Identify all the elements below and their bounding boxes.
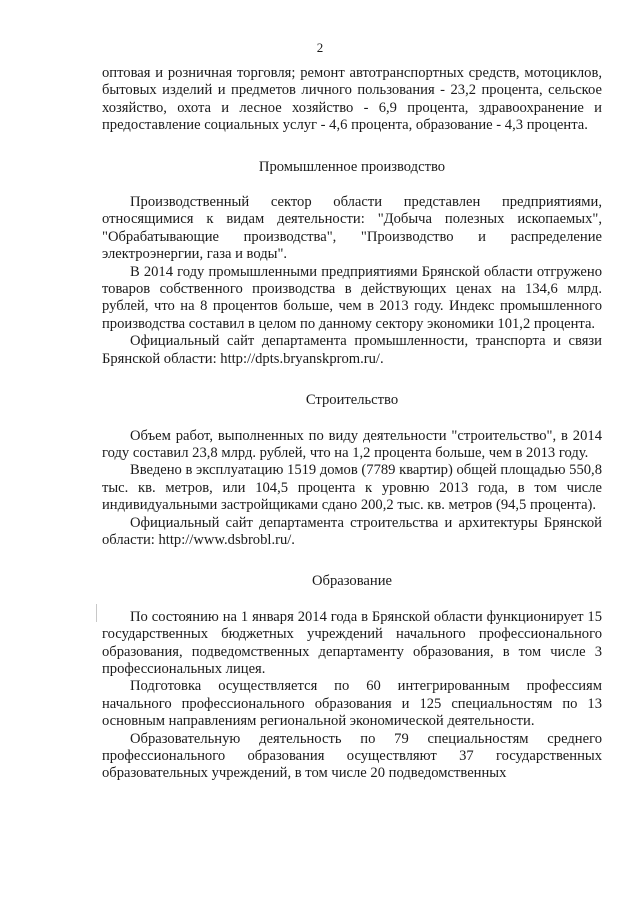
section-heading-industry: Промышленное производство xyxy=(258,158,446,175)
industry-paragraph-1: Производственный сектор области представлен предприятиями, относящимися к видам деятельности: "Добыча полезных ископаемых", "Обрабатывающие производства", "Производство и распределение электроэнергии, газа и воды". xyxy=(102,194,602,263)
construction-paragraph-3: Официальный сайт департамента строительства и архитектуры Брянской области: http://www.dsbrobl.ru/. xyxy=(102,514,602,548)
construction-paragraph-2: Введено в эксплуатацию 1519 домов (7789 квартир) общей площадью 550,8 тыс. кв. метров, или 104,5 процента к уровню 2013 года, в том числе индивидуальными застройщиками сдано 200,2 тыс. кв. метров (94,5 процента). xyxy=(102,462,602,514)
margin-mark xyxy=(96,604,97,622)
industry-paragraph-2: В 2014 году промышленными предприятиями Брянской области отгружено товаров собственного производства в действующих ценах на 134,6 млрд. рублей, что на 8 процентов больше, чем в 2013 году. Индекс промышленного производства составил в целом по данному сектору экономики 101,2 процента. xyxy=(102,263,602,332)
page-number: 2 xyxy=(316,40,324,55)
section-heading-construction: Строительство xyxy=(305,392,399,409)
education-paragraph-2: Подготовка осуществляется по 60 интегрированным профессиям начального профессионального образования и 125 специальностям по 13 основным направлениям региональной экономической деятельности. xyxy=(102,678,602,730)
education-paragraph-1: По состоянию на 1 января 2014 года в Брянской области функционирует 15 государственных бюджетных учреждений начального профессионального образования, подведомственных департаменту образования, в том числе 3 профессиональных лицея. xyxy=(102,608,602,677)
document-body xyxy=(102,65,602,783)
education-paragraph-3: Образовательную деятельность по 79 специальностям среднего профессионального образования осуществляют 37 государственных образовательных учреждений, в том числе 20 подведомственных xyxy=(102,730,602,782)
construction-paragraph-1: Объем работ, выполненных по виду деятельности "строительство", в 2014 году составил 23,8 млрд. рублей, что на 1,2 процента больше, чем в 2013 году. xyxy=(102,427,602,461)
industry-paragraph-3: Официальный сайт департамента промышленности, транспорта и связи Брянской области: http://dpts.bryanskprom.ru/. xyxy=(102,333,602,367)
intro-paragraph: оптовая и розничная торговля; ремонт автотранспортных средств, мотоциклов, бытовых изделий и предметов личного пользования - 23,2 процента, сельское хозяйство, охота и лесное хозяйство - 6,9 процента, здравоохранение и предоставление социальных услуг - 4,6 процента, образование - 4,3 процента. xyxy=(102,65,602,134)
section-heading-education: Образование xyxy=(312,573,392,590)
